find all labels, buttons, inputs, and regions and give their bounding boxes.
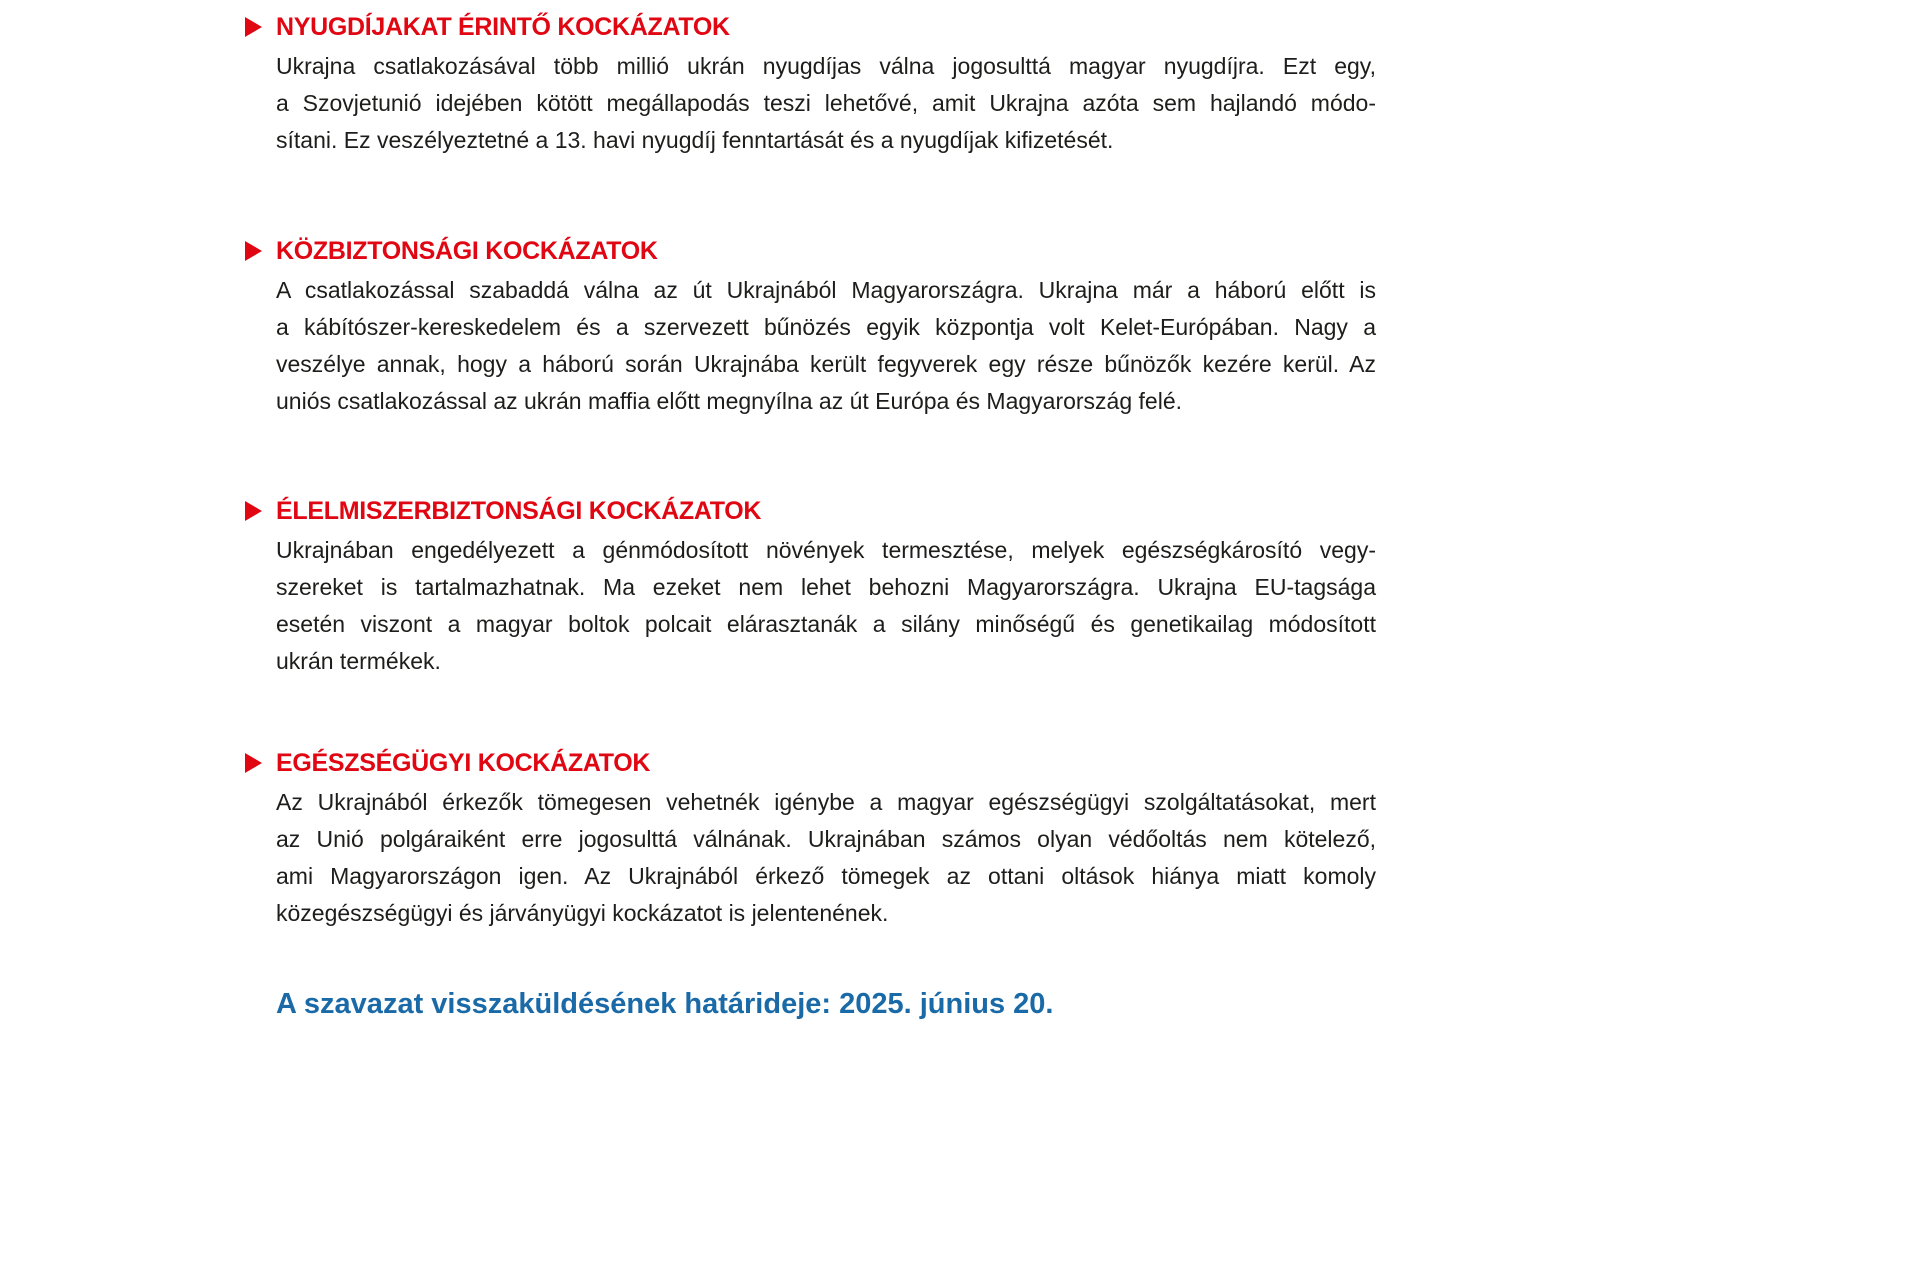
triangle-right-icon (245, 17, 262, 37)
section-title (276, 236, 1376, 266)
body-line: Ukrajna csatlakozásával több millió ukrán nyugdíjas válna jogosulttá magyar nyugdíjra. Ezt egy, (276, 53, 1376, 79)
section-pension-risks (276, 12, 1376, 159)
triangle-right-icon (245, 753, 262, 773)
body-line: ami Magyarországon igen. Az Ukrajnából érkező tömegek az ottani oltások hiánya miatt komoly (276, 863, 1376, 889)
section-public-safety-risks (276, 236, 1376, 420)
section-title (276, 748, 1376, 778)
body-line: a Szovjetunió idejében kötött megállapodás teszi lehetővé, amit Ukrajna azóta sem hajlandó módo- (276, 90, 1376, 116)
body-line: Az Ukrajnából érkezők tömegesen vehetnék igénybe a magyar egészségügyi szolgáltatásokat, mert (276, 789, 1376, 815)
body-line: sítani. Ez veszélyeztetné a 13. havi nyugdíj fenntartását és a nyugdíjak kifizetését. (276, 127, 1114, 153)
body-line: a kábítószer-kereskedelem és a szervezett bűnözés egyik központja volt Kelet-Európában. Nagy a (276, 314, 1376, 340)
section-title (276, 496, 1376, 526)
body-line: közegészségügyi és járványügyi kockázatot is jelentenének. (276, 900, 889, 926)
body-line: esetén viszont a magyar boltok polcait elárasztanák a silány minőségű és genetikailag módosított (276, 611, 1376, 637)
body-line: veszélye annak, hogy a háború során Ukrajnába került fegyverek egy része bűnözők kezére kerül. Az (276, 351, 1376, 377)
body-line: az Unió polgáraiként erre jogosulttá válnának. Ukrajnában számos olyan védőoltás nem kötelező, (276, 826, 1376, 852)
section-title-text: EGÉSZSÉGÜGYI KOCKÁZATOK (276, 749, 651, 777)
section-title-text: KÖZBIZTONSÁGI KOCKÁZATOK (276, 237, 658, 265)
section-title-text: NYUGDÍJAKAT ÉRINTŐ KOCKÁZATOK (276, 13, 730, 41)
body-line: A csatlakozással szabaddá válna az út Ukrajnából Magyarországra. Ukrajna már a háború előtt is (276, 277, 1376, 303)
body-line: szereket is tartalmazhatnak. Ma ezeket nem lehet behozni Magyarországra. Ukrajna EU-tagsága (276, 574, 1376, 600)
body-line: uniós csatlakozással az ukrán maffia előtt megnyílna az út Európa és Magyarország felé. (276, 388, 1182, 414)
section-title-text: ÉLELMISZERBIZTONSÁGI KOCKÁZATOK (276, 497, 762, 525)
section-food-safety-risks (276, 496, 1376, 680)
triangle-right-icon (245, 241, 262, 261)
triangle-right-icon (245, 501, 262, 521)
section-health-risks (276, 748, 1376, 932)
body-line: Ukrajnában engedélyezett a génmódosított növények termesztése, melyek egészségkárosító vegy- (276, 537, 1376, 563)
deadline-text: A szavazat visszaküldésének határideje: 2025. június 20. (276, 988, 1054, 1020)
section-title (276, 12, 1376, 42)
body-line: ukrán termékek. (276, 648, 441, 674)
